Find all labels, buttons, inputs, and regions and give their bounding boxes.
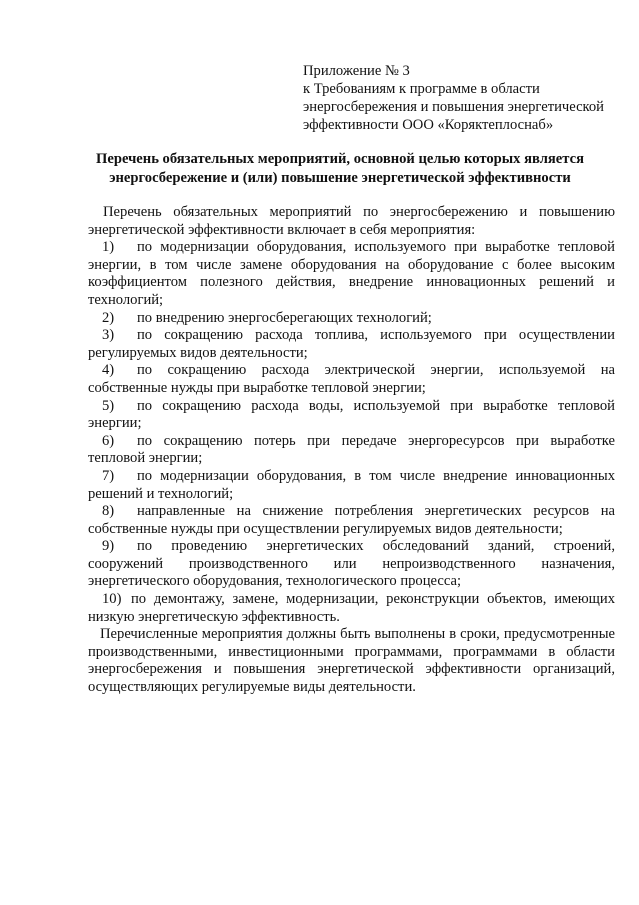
item-text: по внедрению энергосберегающих технологий; <box>137 309 432 326</box>
item-number: 2) <box>102 309 115 326</box>
item-number: 3) <box>102 327 115 344</box>
item-text: по модернизации оборудования, используемого при выработке тепловой энергии, в том числе замене оборудования на оборудование с более высоким коэффициентом полезного действия, внедрение инновационных решений и технологий; <box>88 239 615 308</box>
item-text: по проведению энергетических обследований зданий, строений, сооружений производственного или непроизводственного назначения, энергетического оборудования, технологического процесса; <box>88 538 615 590</box>
document-body <box>88 204 615 697</box>
item-number: 8) <box>102 503 115 520</box>
document-title <box>60 150 620 187</box>
item-text: по демонтажу, замене, модернизации, реконструкции объектов, имеющих низкую энергетическую эффективность. <box>88 591 615 625</box>
title-line: энергосбережение и (или) повышение энергетической эффективности <box>109 169 571 186</box>
appendix-reference-line: эффективности ООО «Коряктеплоснаб» <box>303 117 554 133</box>
list-item <box>88 398 615 433</box>
list-item <box>88 310 615 328</box>
list-item <box>88 239 615 309</box>
item-text: по сокращению расхода воды, используемой при выработке тепловой энергии; <box>88 397 615 432</box>
item-text: по сокращению потерь при передаче энергоресурсов при выработке тепловой энергии; <box>88 432 615 467</box>
list-item <box>88 468 615 503</box>
item-text: по сокращению расхода электрической энергии, используемой на собственные нужды при выработке тепловой энергии; <box>88 362 615 396</box>
item-number: 7) <box>102 467 115 484</box>
appendix-reference-line: энергосбережения и повышения энергетической <box>303 99 604 115</box>
list-item <box>88 327 615 362</box>
appendix-reference-line: к Требованиям к программе в области <box>303 81 540 97</box>
appendix-header <box>303 62 623 134</box>
item-number: 6) <box>102 432 115 449</box>
item-number: 10) <box>102 591 122 608</box>
item-text: направленные на снижение потребления энергетических ресурсов на собственные нужды при осуществлении регулируемых видов деятельности; <box>88 503 615 537</box>
list-item <box>88 538 615 591</box>
closing-paragraph: Перечисленные мероприятия должны быть выполнены в сроки, предусмотренные производственными, инвестиционными программами, программами в области энергосбережения и повышения энергетической эффективности организаций, осуществляющих регулируемые виды деятельности. <box>88 626 615 696</box>
item-number: 1) <box>102 239 115 256</box>
item-text: по сокращению расхода топлива, используемого при осуществлении регулируемых видов деятельности; <box>88 327 615 361</box>
list-item <box>88 591 615 626</box>
appendix-number: Приложение № 3 <box>303 63 410 79</box>
title-line: Перечень обязательных мероприятий, основной целью которых является <box>96 151 584 167</box>
item-number: 4) <box>102 362 115 379</box>
list-item <box>88 433 615 468</box>
intro-paragraph: Перечень обязательных мероприятий по энергосбережению и повышению энергетической эффективности включает в себя мероприятия: <box>88 204 615 238</box>
item-number: 9) <box>102 538 115 555</box>
item-number: 5) <box>102 397 115 414</box>
item-text: по модернизации оборудования, в том числе внедрение инновационных решений и технологий; <box>88 467 615 502</box>
list-item <box>88 503 615 538</box>
list-item <box>88 362 615 397</box>
